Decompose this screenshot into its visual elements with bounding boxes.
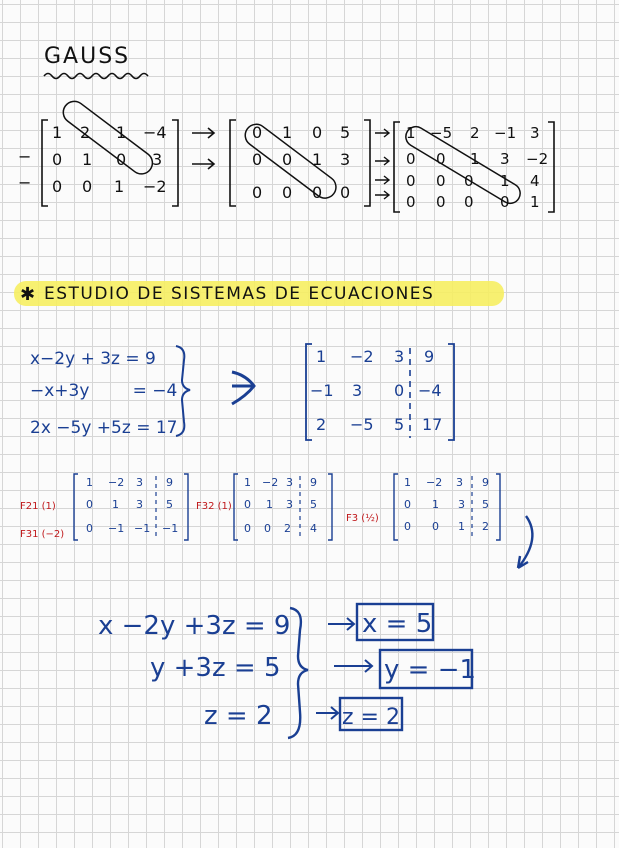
cell: 0: [406, 172, 416, 190]
cell: 3: [500, 150, 510, 168]
section-heading-bullet: ✱: [20, 284, 37, 305]
cell: 0: [404, 520, 411, 533]
cell: −4: [418, 381, 442, 400]
cell: 5: [166, 498, 173, 511]
cell: 1: [470, 150, 480, 168]
equation: y +3z = 5: [150, 653, 281, 683]
cell: −1: [494, 124, 517, 142]
cell: 1: [316, 347, 327, 366]
cell: 0: [86, 498, 93, 511]
cell: −5: [430, 124, 453, 142]
step-matrix-2: [234, 474, 332, 540]
cell: 2: [316, 415, 327, 434]
cell: −2: [426, 476, 443, 489]
cell: 1: [244, 476, 251, 489]
cell: −4: [143, 123, 167, 142]
cell: 0: [282, 150, 293, 169]
cell: 2: [482, 520, 489, 533]
cell: 9: [310, 476, 317, 489]
cell: −5: [350, 415, 374, 434]
cell: 0: [436, 150, 446, 168]
solution-y: y = −1: [384, 655, 477, 685]
cell: 4: [310, 522, 317, 535]
cell: 3: [456, 476, 463, 489]
solutions: [342, 609, 476, 730]
cell: −1: [134, 522, 151, 535]
row-op: −: [18, 173, 32, 192]
solution-z: z = 2: [342, 705, 400, 730]
final-system: [98, 611, 290, 731]
cell: 0: [252, 150, 263, 169]
cell: 1: [112, 498, 119, 511]
cell: 0: [404, 498, 411, 511]
cell: 5: [394, 415, 405, 434]
cell: −1: [108, 522, 125, 535]
cell: 3: [286, 476, 293, 489]
cell: 3: [136, 476, 143, 489]
cell: 1: [116, 123, 127, 142]
cell: 3: [352, 381, 363, 400]
cell: 0: [406, 193, 416, 211]
cell: 1: [266, 498, 273, 511]
curved-arrow: [518, 516, 532, 568]
cell: 1: [458, 520, 465, 533]
cell: 0: [406, 150, 416, 168]
cell: 0: [52, 150, 63, 169]
cell: 1: [114, 177, 125, 196]
equation: x−2y + 3z = 9: [30, 349, 156, 369]
cell: 0: [464, 193, 474, 211]
cell: 3: [136, 498, 143, 511]
augmented-matrix: [306, 344, 454, 440]
page-title: GAUSS: [44, 44, 131, 69]
cell: −2: [143, 177, 167, 196]
cell: 0: [312, 183, 323, 202]
cell: 5: [482, 498, 489, 511]
final-brace: [288, 608, 308, 738]
gauss-matrix-1: [18, 97, 178, 206]
cell: 1: [432, 498, 439, 511]
cell: 0: [264, 522, 271, 535]
cell: 1: [86, 476, 93, 489]
cell: −2: [108, 476, 125, 489]
cell: 9: [166, 476, 173, 489]
cell: 3: [286, 498, 293, 511]
cell: 2: [470, 124, 480, 142]
cell: 1: [530, 193, 540, 211]
system-brace: [176, 346, 190, 436]
row-op-label: F21 (1): [20, 501, 56, 512]
cell: 0: [436, 193, 446, 211]
step-matrix-3: [394, 474, 500, 540]
cell: 3: [340, 150, 351, 169]
cell: 1: [406, 124, 416, 142]
cell: 5: [340, 123, 351, 142]
cell: 1: [404, 476, 411, 489]
cell: 2: [80, 123, 91, 142]
cell: 0: [52, 177, 63, 196]
cell: 0: [312, 123, 323, 142]
cell: 0: [116, 150, 127, 169]
cell: 9: [424, 347, 435, 366]
implies-arrow: [232, 372, 254, 404]
gauss-matrix-3: [394, 122, 554, 212]
row-op-label: F32 (1): [196, 501, 232, 512]
cell: 3: [152, 150, 163, 169]
cell: 3: [530, 124, 540, 142]
cell: −2: [262, 476, 279, 489]
cell: 9: [482, 476, 489, 489]
solution-x: x = 5: [362, 609, 433, 639]
cell: 1: [282, 123, 293, 142]
step-matrix-1: [74, 474, 188, 540]
gauss-matrix-2: [230, 120, 370, 206]
cell: 17: [422, 415, 443, 434]
cell: 0: [464, 172, 474, 190]
cell: −2: [350, 347, 374, 366]
cell: 0: [244, 522, 251, 535]
equation: 2x −5y +5z = 17: [30, 418, 178, 438]
row-op: −: [18, 147, 32, 166]
cell: 0: [82, 177, 93, 196]
linear-system: [30, 349, 177, 438]
cell: 0: [252, 123, 263, 142]
equation: x −2y +3z = 9: [98, 611, 291, 641]
cell: 2: [284, 522, 291, 535]
cell: 1: [312, 150, 323, 169]
cell: 0: [282, 183, 293, 202]
cell: 1: [52, 123, 63, 142]
cell: 3: [458, 498, 465, 511]
arrow: [375, 129, 389, 199]
cell: 3: [394, 347, 405, 366]
row-op-label: F31 (−2): [20, 529, 65, 540]
row-op-label: F3 (½): [346, 513, 379, 524]
cell: 1: [500, 172, 510, 190]
cell: −1: [162, 522, 179, 535]
cell: 0: [436, 172, 446, 190]
equation: z = 2: [204, 701, 273, 731]
cell: 5: [310, 498, 317, 511]
cell: 0: [394, 381, 405, 400]
cell: 0: [340, 183, 351, 202]
equation: −x+3y = −4: [30, 381, 178, 401]
cell: 0: [500, 193, 510, 211]
cell: 0: [252, 183, 263, 202]
cell: 0: [432, 520, 439, 533]
cell: −1: [310, 381, 334, 400]
arrow: [192, 128, 214, 169]
cell: 0: [244, 498, 251, 511]
section-heading: ESTUDIO DE SISTEMAS DE ECUACIONES: [44, 284, 435, 304]
cell: 1: [82, 150, 93, 169]
cell: 4: [530, 172, 540, 190]
cell: −2: [526, 150, 549, 168]
cell: 0: [86, 522, 93, 535]
